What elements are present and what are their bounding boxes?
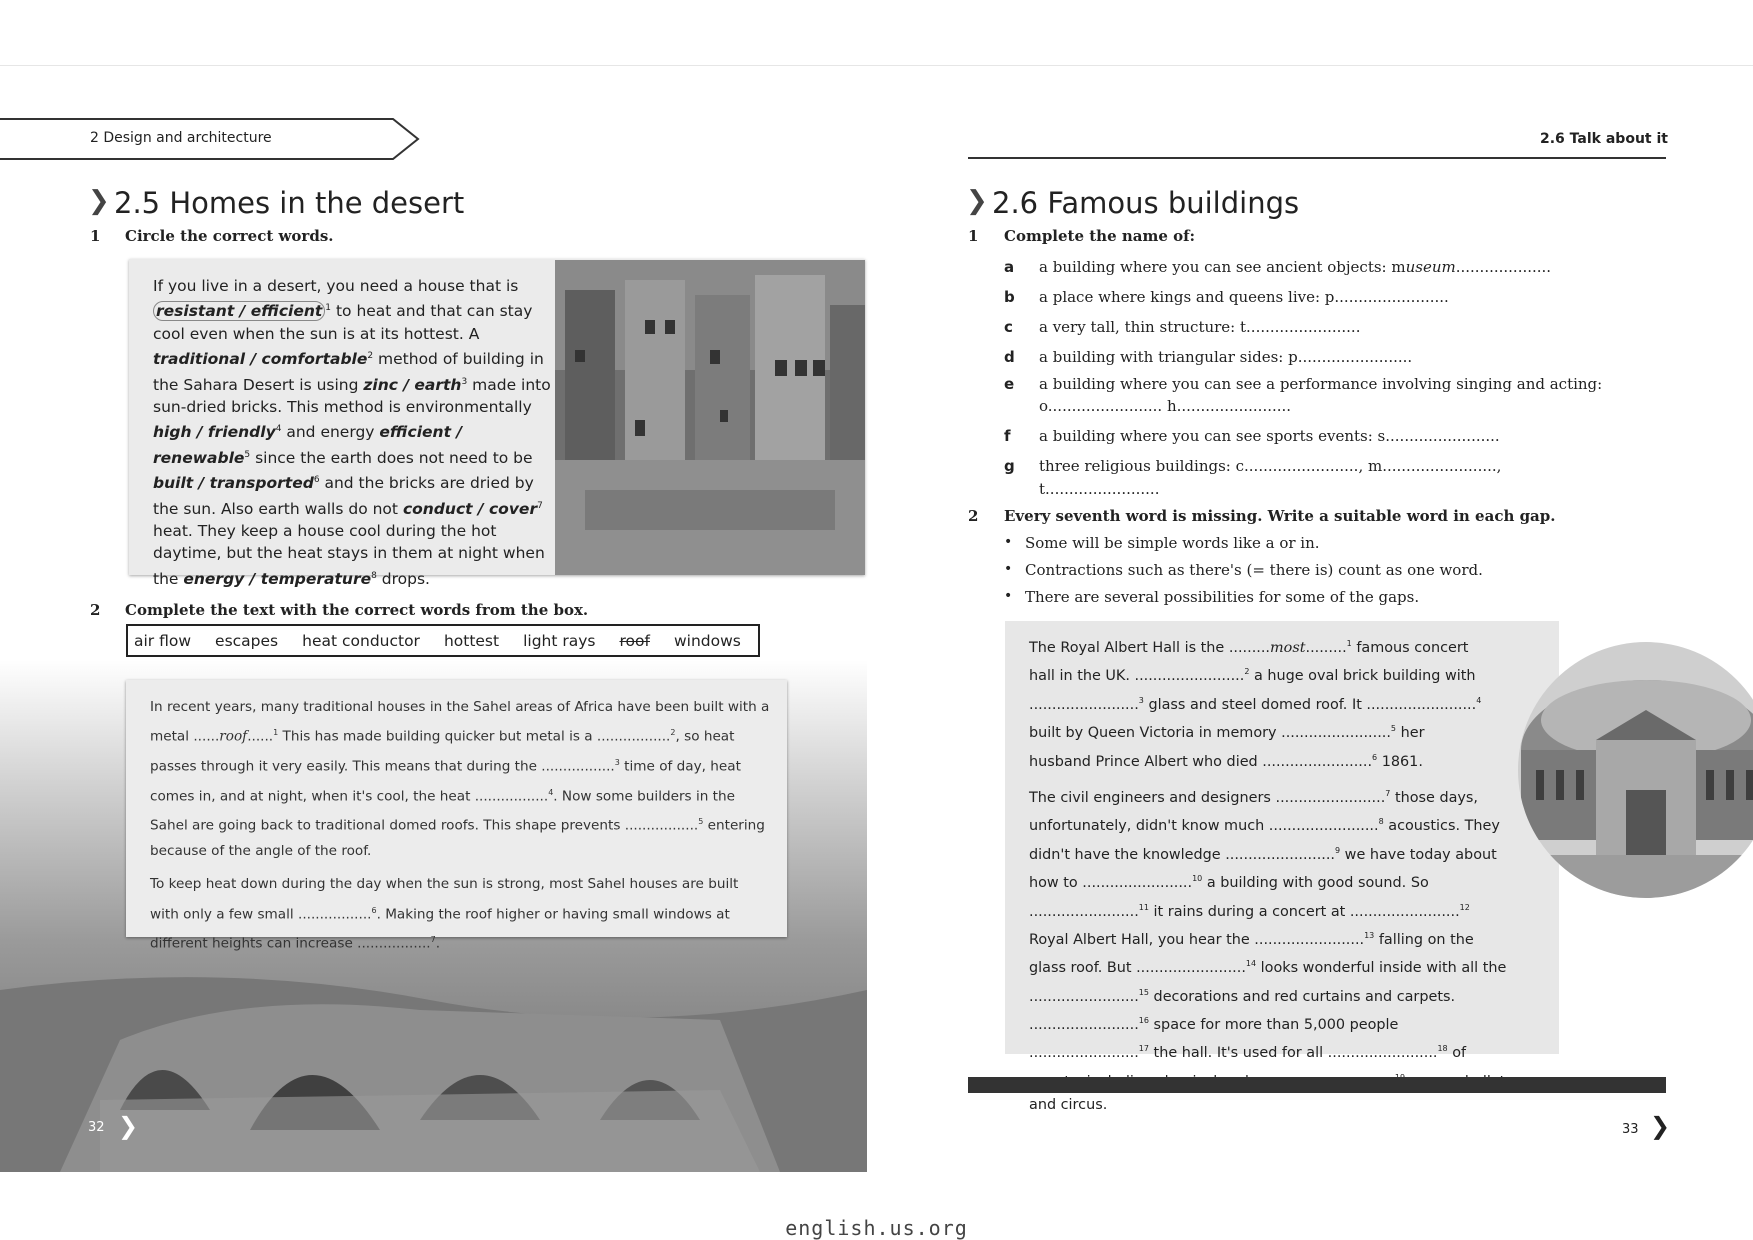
choice-5[interactable]: efficient / renewable <box>153 423 463 467</box>
item-text: a building with triangular sides: p........................ <box>1039 348 1413 366</box>
word-option: hottest <box>443 631 500 650</box>
question-number: 1 <box>968 227 979 245</box>
item-letter: a <box>1004 258 1015 276</box>
chevron-right-icon[interactable]: ❯ <box>1650 1112 1671 1140</box>
bullet: • <box>1004 588 1013 604</box>
section-title-left: 2.5 Homes in the desert <box>114 186 465 220</box>
handwritten-answer: roof <box>219 728 248 745</box>
word-option: light rays <box>523 631 596 650</box>
top-divider <box>0 65 1753 66</box>
item-letter: g <box>1004 457 1015 475</box>
question-instruction: Complete the text with the correct words from the box. <box>125 601 589 619</box>
exercise-1-passage: If you live in a desert, you need a house that is resistant / efficient $^1$ to heat and that can stay cool even when the sun is at its hottest. A traditional / comfortable$^2$ method of building in the Sahara Desert is using zinc / earth$^3$ made into sun-dried bricks. This method is environmentally high / friendly$^4$ and energy efficient / renewable$^5$ since the earth does not need to be built / transported$^6$ and the bricks are dried by the sun. Also earth walls do not conduct / cover$^7$ heat. They keep a house cool during the hot daytime, but the heat stays in them at night when the energy / temperature$^8$ drops. <box>153 277 551 588</box>
item-text: a place where kings and queens live: p........................ <box>1039 288 1449 306</box>
item-text: three religious buildings: c........................, m........................, <box>1039 457 1502 475</box>
bullet: • <box>1004 534 1013 550</box>
item-text: a very tall, thin structure: t........................ <box>1039 318 1361 336</box>
exercise-3-paragraph-1: The Royal Albert Hall is the .........most.........$^1$ famous concert hall in the UK. ........................$^2$ a huge oval brick building with ........................$^3$ glass and steel domed roof. It ........................$^4$ built by Queen Victoria in memory ........................$^5$ her husband Prince Albert who died ........................$^6$ 1861. <box>1029 639 1482 770</box>
choice-7[interactable]: conduct / cover <box>402 499 538 518</box>
section-header-right: 2.6 Talk about it <box>1540 131 1668 147</box>
word-option: escapes <box>215 631 279 650</box>
handwritten-answer: useum <box>1405 258 1456 276</box>
bullet-text: Some will be simple words like a or in. <box>1025 534 1320 552</box>
handwritten-answer: most <box>1270 639 1306 656</box>
item-text: a building where you can see sports events: s........................ <box>1039 427 1500 445</box>
choice-3[interactable]: zinc / earth <box>363 375 462 394</box>
item-text-continued: o........................ h........................ <box>1039 397 1292 415</box>
chapter-label: 2 Design and architecture <box>90 130 272 146</box>
question-number: 2 <box>968 507 979 525</box>
question-instruction: Complete the name of: <box>1004 227 1196 245</box>
chapter-tab <box>0 118 420 160</box>
question-instruction: Circle the correct words. <box>125 227 334 245</box>
bullet: • <box>1004 561 1013 577</box>
word-option-used: roof <box>619 631 650 650</box>
word-option: heat conductor <box>302 631 420 650</box>
exercise-3-paragraph-2: The civil engineers and designers ........................$^7$ those days, unfortunately, didn't know much ........................$^8$ acoustics. They didn't have the knowledge ........................$^9$ we have today about how to ........................$^{10}$ a building with good sound. So ........................$^{11}$ it rains during a concert at ........................$^{12}$ Royal Albert Hall, you hear the ........................$^{13}$ falling on the glass roof. But ........................$^{14}$ looks wonderful inside with all the ........................$^{15}$ decorations and red curtains and carpets. ........................$^{16}$ space for more than 5,000 people ........................$^{17}$ the hall. It's used for all ........................$^{18}$ of and circus. <box>1029 788 1507 1114</box>
item-letter: f <box>1004 427 1011 445</box>
question-number: 1 <box>90 227 101 245</box>
chevron-right-icon: ❯ <box>966 186 988 216</box>
item-text: a building where you can see ancient objects: museum.................... <box>1039 258 1552 276</box>
item-text: a building where you can see a performance involving singing and acting: <box>1039 375 1603 393</box>
page-number-left: 32 <box>88 1120 105 1135</box>
choice-6[interactable]: built / transported <box>153 474 314 493</box>
choice-2[interactable]: traditional / comfortable <box>153 350 368 369</box>
word-box <box>126 624 760 657</box>
question-instruction: Every seventh word is missing. Write a suitable word in each gap. <box>1004 507 1556 525</box>
exercise-2-paragraph-1: In recent years, many traditional houses in the Sahel areas of Africa have been built with a metal ......roof......$^1$ This has made building quicker but metal is a .................$^2$, so heat passes through it very easily. This means that during the .................$^3$ time of day, heat comes in, and at night, when it's cool, the heat .................$^4$. Now some builders in the Sahel are going back to traditional domed roofs. This shape prevents .................$^5$ entering because of the angle of the roof. <box>150 699 770 860</box>
item-letter: c <box>1004 318 1013 336</box>
chevron-right-icon: ❯ <box>88 186 110 216</box>
section-title-right: 2.6 Famous buildings <box>992 186 1300 220</box>
word-option: windows <box>673 631 741 650</box>
choice-8[interactable]: energy / temperature <box>183 569 372 588</box>
item-letter: b <box>1004 288 1015 306</box>
royal-albert-hall-photo <box>1516 640 1753 900</box>
kasbah-photo <box>555 260 865 575</box>
footer-bar <box>968 1077 1666 1093</box>
chevron-right-icon[interactable]: ❯ <box>118 1112 139 1140</box>
page-number-right: 33 <box>1622 1122 1639 1137</box>
choice-1[interactable]: resistant / efficient <box>153 301 325 321</box>
choice-4[interactable]: high / friendly <box>153 423 276 442</box>
header-rule <box>968 157 1666 159</box>
word-option: air flow <box>134 631 192 650</box>
question-number: 2 <box>90 601 101 619</box>
exercise-2-paragraph-2: To keep heat down during the day when the sun is strong, most Sahel houses are built with only a few small .................$^6$. Making the roof higher or having small windows at different heights can increase .................$^7$. <box>150 876 739 952</box>
exercise-3-passage <box>1029 632 1549 1126</box>
exercise-2-passage <box>150 695 770 965</box>
bullet-text: There are several possibilities for some of the gaps. <box>1025 588 1420 606</box>
footer-url[interactable]: english.us.org <box>785 1216 968 1240</box>
bullet-text: Contractions such as there's (= there is) count as one word. <box>1025 561 1483 579</box>
item-text-continued: t........................ <box>1039 480 1160 498</box>
item-letter: d <box>1004 348 1015 366</box>
item-letter: e <box>1004 375 1015 393</box>
